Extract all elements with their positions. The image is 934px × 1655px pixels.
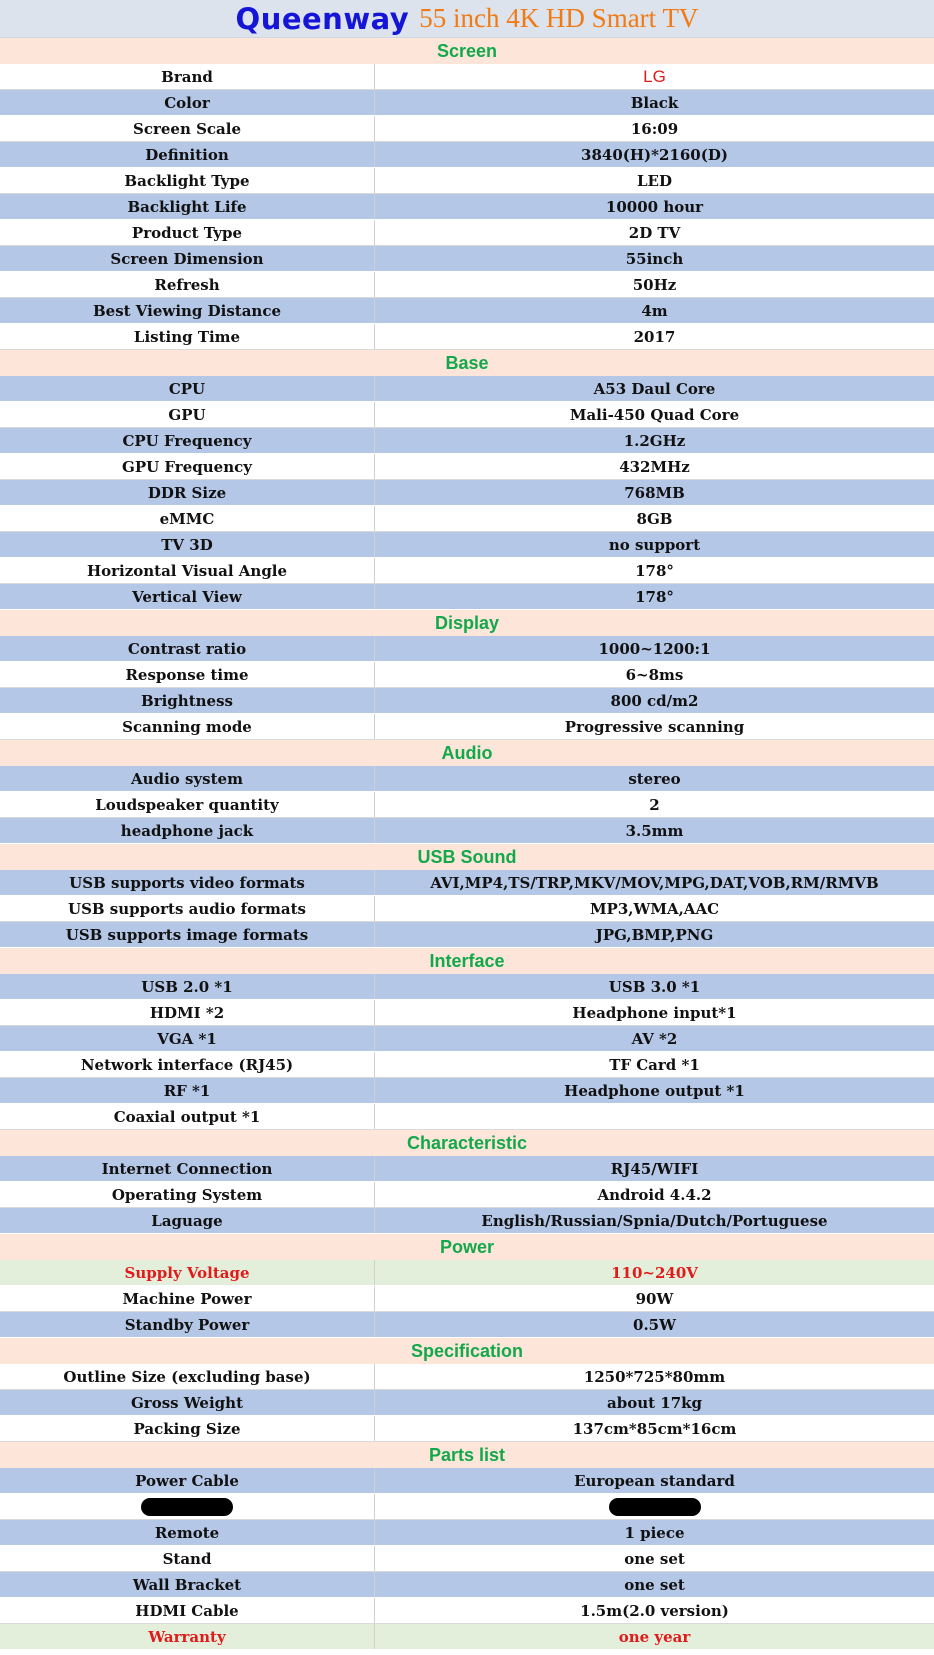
spec-label: Product Type — [0, 220, 375, 245]
spec-value: 8GB — [636, 509, 673, 528]
spec-row — [0, 1260, 934, 1286]
title-banner — [0, 0, 934, 38]
spec-value: TF Card *1 — [609, 1055, 700, 1074]
spec-value: 4m — [641, 301, 668, 320]
spec-label: Backlight Life — [0, 194, 375, 219]
spec-row — [0, 1468, 934, 1494]
spec-value: Headphone input*1 — [572, 1003, 737, 1022]
spec-label: CPU — [0, 376, 375, 401]
spec-row — [0, 558, 934, 584]
spec-row — [0, 116, 934, 142]
brand-name: Queenway — [235, 1, 410, 36]
spec-label: USB supports image formats — [0, 922, 375, 947]
section-header: Interface — [0, 948, 934, 974]
spec-row — [0, 896, 934, 922]
spec-value: 55inch — [625, 249, 684, 268]
spec-row — [0, 1494, 934, 1520]
spec-value: Black — [630, 93, 679, 112]
spec-row — [0, 1182, 934, 1208]
spec-label: Gross Weight — [0, 1390, 375, 1415]
spec-row — [0, 1026, 934, 1052]
spec-label: Power Cable — [0, 1468, 375, 1493]
spec-row — [0, 480, 934, 506]
spec-value: Progressive scanning — [564, 717, 745, 736]
section-header: USB Sound — [0, 844, 934, 870]
spec-row — [0, 532, 934, 558]
section-header: Screen — [0, 38, 934, 64]
spec-row — [0, 1390, 934, 1416]
spec-label: Coaxial output *1 — [0, 1104, 375, 1129]
spec-row — [0, 974, 934, 1000]
spec-label: eMMC — [0, 506, 375, 531]
spec-row — [0, 1312, 934, 1338]
spec-value: one set — [624, 1575, 685, 1594]
spec-value: European standard — [574, 1471, 735, 1490]
spec-row — [0, 272, 934, 298]
spec-label: Remote — [0, 1520, 375, 1545]
spec-value: Mali-450 Quad Core — [569, 405, 740, 424]
spec-label: Internet Connection — [0, 1156, 375, 1181]
spec-label: Horizontal Visual Angle — [0, 558, 375, 583]
spec-value: Android 4.4.2 — [597, 1185, 712, 1204]
spec-row — [0, 246, 934, 272]
spec-value: about 17kg — [606, 1393, 703, 1412]
spec-label: GPU — [0, 402, 375, 427]
spec-label: Best Viewing Distance — [0, 298, 375, 323]
spec-row — [0, 792, 934, 818]
spec-label: Operating System — [0, 1182, 375, 1207]
spec-row — [0, 1520, 934, 1546]
section-header: Parts list — [0, 1442, 934, 1468]
spec-row — [0, 428, 934, 454]
spec-row — [0, 506, 934, 532]
spec-label: headphone jack — [0, 818, 375, 843]
spec-label: Wall Bracket — [0, 1572, 375, 1597]
spec-value: 3840(H)*2160(D) — [581, 145, 728, 164]
spec-label: Screen Scale — [0, 116, 375, 141]
spec-row — [0, 324, 934, 350]
spec-label: Color — [0, 90, 375, 115]
spec-row — [0, 1572, 934, 1598]
spec-row — [0, 922, 934, 948]
section-header: Base — [0, 350, 934, 376]
section-header: Characteristic — [0, 1130, 934, 1156]
spec-value: RJ45/WIFI — [610, 1159, 699, 1178]
spec-label: HDMI Cable — [0, 1598, 375, 1623]
spec-row — [0, 1364, 934, 1390]
spec-value: English/Russian/Spnia/Dutch/Portuguese — [481, 1211, 828, 1230]
spec-value: 800 cd/m2 — [610, 691, 699, 710]
spec-label: Machine Power — [0, 1286, 375, 1311]
spec-label: Screen Dimension — [0, 246, 375, 271]
spec-value: 2 — [649, 795, 660, 814]
spec-label: Vertical View — [0, 584, 375, 609]
spec-value — [375, 1104, 934, 1129]
spec-value: A53 Daul Core — [593, 379, 716, 398]
spec-value: Headphone output *1 — [564, 1081, 745, 1100]
spec-row — [0, 766, 934, 792]
spec-row — [0, 1052, 934, 1078]
section-header: Specification — [0, 1338, 934, 1364]
spec-row — [0, 818, 934, 844]
spec-value: stereo — [628, 769, 681, 788]
spec-row — [0, 1598, 934, 1624]
spec-label: USB supports video formats — [0, 870, 375, 895]
spec-label: USB supports audio formats — [0, 896, 375, 921]
spec-label: RF *1 — [0, 1078, 375, 1103]
spec-value: one set — [624, 1549, 685, 1568]
spec-row — [0, 64, 934, 90]
spec-row — [0, 376, 934, 402]
spec-value: 178° — [635, 587, 674, 606]
section-header: Display — [0, 610, 934, 636]
spec-value: 50Hz — [632, 275, 677, 294]
spec-label: Refresh — [0, 272, 375, 297]
spec-label — [0, 1494, 375, 1519]
spec-value: 432MHz — [619, 457, 690, 476]
spec-value: AVI,MP4,TS/TRP,MKV/MOV,MPG,DAT,VOB,RM/RMVB — [430, 873, 879, 892]
spec-value: 768MB — [624, 483, 685, 502]
spec-label: Backlight Type — [0, 168, 375, 193]
spec-value: 137cm*85cm*16cm — [572, 1419, 737, 1438]
spec-label: Listing Time — [0, 324, 375, 349]
spec-row — [0, 688, 934, 714]
spec-label: Brightness — [0, 688, 375, 713]
spec-label: TV 3D — [0, 532, 375, 557]
spec-value: no support — [608, 535, 701, 554]
spec-label: Laguage — [0, 1208, 375, 1233]
spec-value: 1250*725*80mm — [583, 1367, 726, 1386]
spec-value: 6~8ms — [625, 665, 684, 684]
spec-label: DDR Size — [0, 480, 375, 505]
spec-label: Packing Size — [0, 1416, 375, 1441]
spec-value: AV *2 — [631, 1029, 678, 1048]
spec-row — [0, 168, 934, 194]
spec-value: JPG,BMP,PNG — [595, 925, 714, 944]
spec-row — [0, 584, 934, 610]
spec-label: Definition — [0, 142, 375, 167]
spec-row — [0, 402, 934, 428]
section-header: Power — [0, 1234, 934, 1260]
spec-row — [0, 1286, 934, 1312]
section-header: Audio — [0, 740, 934, 766]
spec-value: LG — [643, 66, 666, 86]
spec-row — [0, 90, 934, 116]
spec-label: Outline Size (excluding base) — [0, 1364, 375, 1389]
spec-row — [0, 1624, 934, 1650]
spec-value: 1.2GHz — [623, 431, 686, 450]
spec-row — [0, 1546, 934, 1572]
spec-value: 16:09 — [630, 119, 679, 138]
spec-label: CPU Frequency — [0, 428, 375, 453]
spec-row — [0, 662, 934, 688]
spec-row — [0, 220, 934, 246]
spec-value: 10000 hour — [605, 197, 704, 216]
spec-row — [0, 1104, 934, 1130]
spec-label: VGA *1 — [0, 1026, 375, 1051]
spec-value: one year — [618, 1627, 691, 1646]
spec-row — [0, 1156, 934, 1182]
spec-value: 1.5m(2.0 version) — [580, 1601, 729, 1620]
spec-row — [0, 298, 934, 324]
spec-label: Contrast ratio — [0, 636, 375, 661]
spec-row — [0, 1416, 934, 1442]
spec-value: MP3,WMA,AAC — [589, 899, 720, 918]
spec-label: Audio system — [0, 766, 375, 791]
spec-table — [0, 38, 934, 1650]
spec-value: USB 3.0 *1 — [608, 977, 701, 996]
spec-label: Supply Voltage — [0, 1260, 375, 1285]
spec-label: Standby Power — [0, 1312, 375, 1337]
spec-row — [0, 194, 934, 220]
spec-value: 3.5mm — [625, 821, 684, 840]
spec-value: 2D TV — [628, 223, 681, 242]
spec-row — [0, 714, 934, 740]
spec-label: HDMI *2 — [0, 1000, 375, 1025]
spec-label: Brand — [0, 64, 375, 89]
spec-row — [0, 636, 934, 662]
spec-row — [0, 1208, 934, 1234]
spec-row — [0, 454, 934, 480]
spec-label: Network interface (RJ45) — [0, 1052, 375, 1077]
spec-value: 178° — [635, 561, 674, 580]
spec-label: Response time — [0, 662, 375, 687]
spec-value — [375, 1494, 934, 1519]
spec-label: Scanning mode — [0, 714, 375, 739]
spec-label: Stand — [0, 1546, 375, 1571]
spec-label: USB 2.0 *1 — [0, 974, 375, 999]
spec-value: 1000~1200:1 — [598, 639, 711, 658]
spec-row — [0, 1078, 934, 1104]
spec-value: 1 piece — [624, 1523, 685, 1542]
product-title: 55 inch 4K HD Smart TV — [419, 3, 699, 33]
spec-value: 90W — [635, 1289, 674, 1308]
spec-row — [0, 870, 934, 896]
spec-value: 2017 — [633, 327, 676, 346]
spec-row — [0, 142, 934, 168]
spec-label: GPU Frequency — [0, 454, 375, 479]
redaction-mark — [609, 1498, 701, 1516]
redaction-mark — [141, 1498, 233, 1516]
spec-row — [0, 1000, 934, 1026]
spec-value: 110~240V — [611, 1263, 698, 1282]
spec-value: LED — [637, 171, 672, 190]
spec-label: Loudspeaker quantity — [0, 792, 375, 817]
spec-label: Warranty — [0, 1624, 375, 1649]
spec-value: 0.5W — [633, 1315, 676, 1334]
